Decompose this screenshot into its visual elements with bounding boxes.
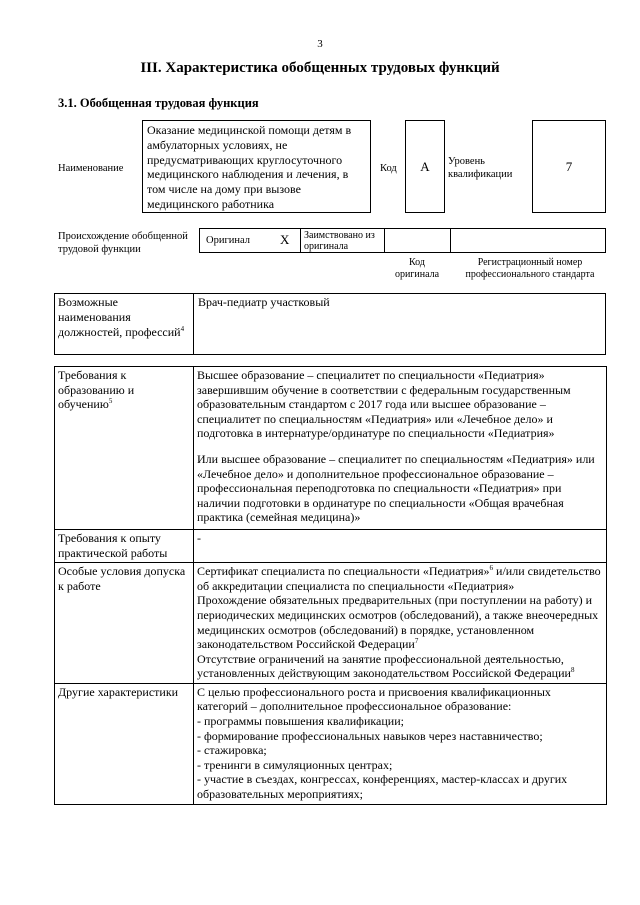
positions-value: Врач-педиатр участковый [198, 295, 330, 309]
origin-divider-1 [300, 229, 301, 252]
admission-paragraph: Прохождение обязательных предварительных (при поступлении на работу) и периодических медицинских осмотров (обследований), а также внеочередных медицинских осмотров (обследований) в порядке, установленном законодательством Российской Федерации$^7$ [197, 593, 599, 652]
positions-footnote: 4 [180, 324, 185, 333]
level-value: 7 [565, 158, 573, 174]
other-line: - формирование профессиональных навыков через наставничество; [197, 728, 543, 743]
function-name-box [142, 120, 371, 213]
code-box [405, 120, 445, 213]
level-label: Уровень квалификации [448, 156, 513, 180]
admission-paragraph: Отсутствие ограничений на занятие профессиональной деятельностью, установленных действующим законодательством Российской Федерации$^8$ [197, 651, 575, 681]
code-label: Код [380, 163, 397, 174]
education-paragraph: Или высшее образование – специалитет по специальностям «Педиатрия» или «Лечебное дело» и дополнительное профессиональное образование – профессиональная переподготовка по специальности «Педиатрия» при наличии подготовки в ординатуре по специальности «Общая врачебная практика (семейная медицина)» [197, 451, 595, 525]
requirements-table [54, 366, 607, 805]
admission-value [194, 563, 607, 684]
original-label: Оригинал [206, 235, 250, 246]
table-row [55, 563, 607, 684]
origin-divider-3 [450, 229, 451, 252]
positions-table [54, 293, 606, 355]
page-number: 3 [317, 38, 323, 50]
origin-table [199, 228, 606, 253]
original-mark: X [280, 232, 290, 247]
other-label: Другие характеристики [55, 683, 194, 804]
admission-label: Особые условия допуска к работе [55, 563, 194, 684]
origin-divider-2 [384, 229, 385, 252]
education-value [194, 367, 607, 530]
education-label: Требования к образованию и обучению$^5$ [55, 367, 194, 530]
borrowed-label: Заимствовано из оригинала [304, 230, 375, 252]
reg-number-caption: Регистрационный номер профессионального стандарта [465, 257, 595, 280]
subsection-title: 3.1. Обобщенная трудовая функция [58, 96, 259, 110]
other-line: - участие в съездах, конгрессах, конференциях, мастер-классах и других образовательных мероприятиях; [197, 772, 568, 802]
code-original-caption: Код оригинала [394, 257, 440, 280]
positions-label: Возможные наименования должностей, профессий$^4$ [58, 295, 185, 339]
origin-label: Происхождение обобщенной трудовой функции [58, 231, 188, 255]
education-footnote: 5 [108, 397, 113, 406]
code-value: A [420, 158, 430, 174]
other-line: С целью профессионального роста и присвоения квалификационных категорий – дополнительное профессиональное образование: [197, 684, 551, 714]
name-label: Наименование [58, 163, 124, 174]
other-line: - стажировка; [197, 743, 267, 758]
experience-value: - [194, 529, 607, 562]
other-value [194, 683, 607, 804]
education-paragraph: Высшее образование – специалитет по специальности «Педиатрия» завершившим обучение в соответствии с федеральным государственным образовательным стандартом с 2017 года или высшее образование – специалитет по специальностям «Педиатрия» или «Лечебное дело» и подготовка в интернатуре/ординатуре по специальности «Педиатрия» [197, 368, 571, 441]
table-row [55, 529, 607, 562]
table-row [55, 367, 607, 530]
table-row [55, 683, 607, 804]
positions-divider [193, 294, 194, 354]
section-title: III. Характеристика обобщенных трудовых функций [140, 60, 500, 76]
admission-paragraph: Сертификат специалиста по специальности «Педиатрия»$^6$ и/или свидетельство об аккредитации специалиста по специальности «Педиатрия» [197, 564, 601, 593]
level-box [532, 120, 606, 213]
function-name-value: Оказание медицинской помощи детям в амбулаторных условиях, не предусматривающих круглосуточного медицинского наблюдения и лечения, в том числе на дому при вызове медицинского работника [147, 123, 352, 211]
other-line: - программы повышения квалификации; [197, 714, 404, 729]
experience-label: Требования к опыту практической работы [55, 529, 194, 562]
other-line: - тренинги в симуляционных центрах; [197, 757, 393, 772]
